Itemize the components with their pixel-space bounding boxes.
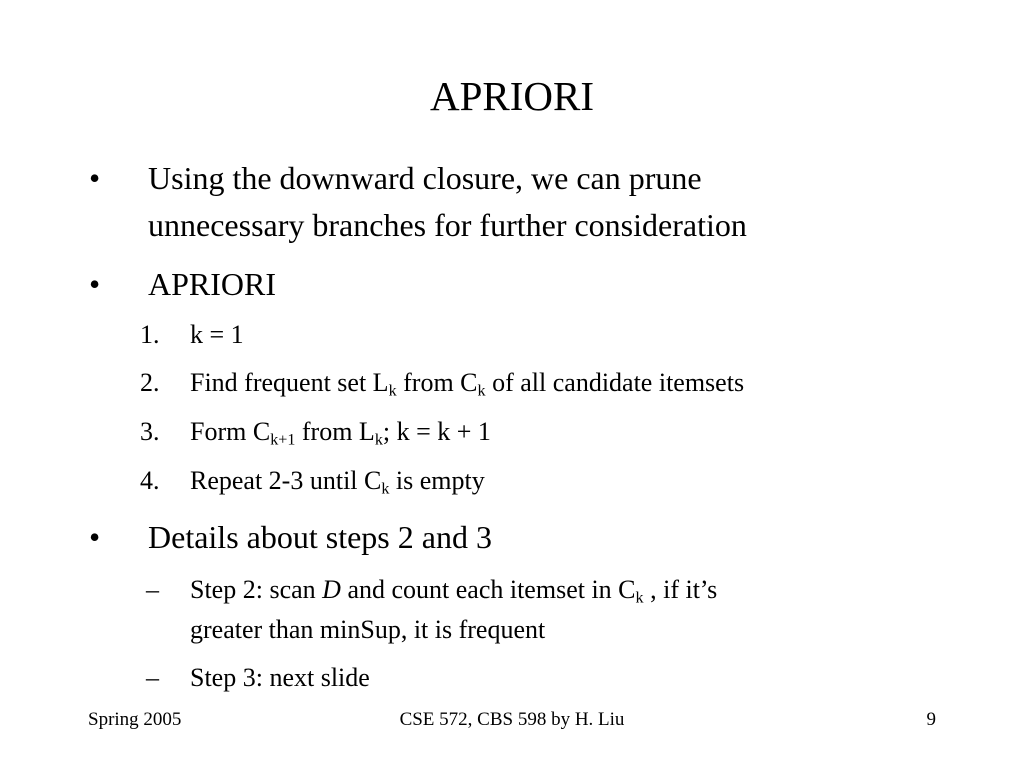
- step-4-text: Repeat 2-3 until $C_k$ is empty: [190, 466, 485, 498]
- sub-1-line-1: Step 2: scan D and count each itemset in $C_k$ , if it’s: [190, 575, 718, 607]
- footer-left: Spring 2005: [88, 709, 182, 730]
- bullet-1-line-2: unnecessary branches for further consideration: [148, 207, 747, 243]
- bullet-marker: •: [89, 519, 101, 555]
- dash-marker: –: [146, 663, 159, 692]
- bullet-marker: •: [89, 160, 101, 196]
- sub-1-line-2: greater than minSup, it is frequent: [190, 615, 546, 644]
- step-1-text: k = 1: [190, 320, 244, 349]
- bullet-1-line-1: Using the downward closure, we can prune: [148, 160, 702, 196]
- dash-marker: –: [146, 575, 159, 604]
- step-marker: 1.: [140, 320, 160, 349]
- sub-2-text: Step 3: next slide: [190, 663, 370, 692]
- bullet-3-text: Details about steps 2 and 3: [148, 519, 492, 555]
- footer-page-number: 9: [926, 709, 936, 730]
- step-3-text: Form $C_{k+1}$ from $L_k$; k = k + 1: [190, 417, 491, 449]
- bullet-2-text: APRIORI: [148, 266, 277, 302]
- step-marker: 2.: [140, 368, 160, 397]
- slide-title: APRIORI: [429, 73, 595, 119]
- step-marker: 3.: [140, 417, 160, 446]
- step-2-text: Find frequent set $L_k$ from $C_k$ of all candidate itemsets: [190, 368, 745, 400]
- step-marker: 4.: [140, 466, 160, 495]
- bullet-marker: •: [89, 266, 101, 302]
- footer-center: CSE 572, CBS 598 by H. Liu: [399, 709, 625, 730]
